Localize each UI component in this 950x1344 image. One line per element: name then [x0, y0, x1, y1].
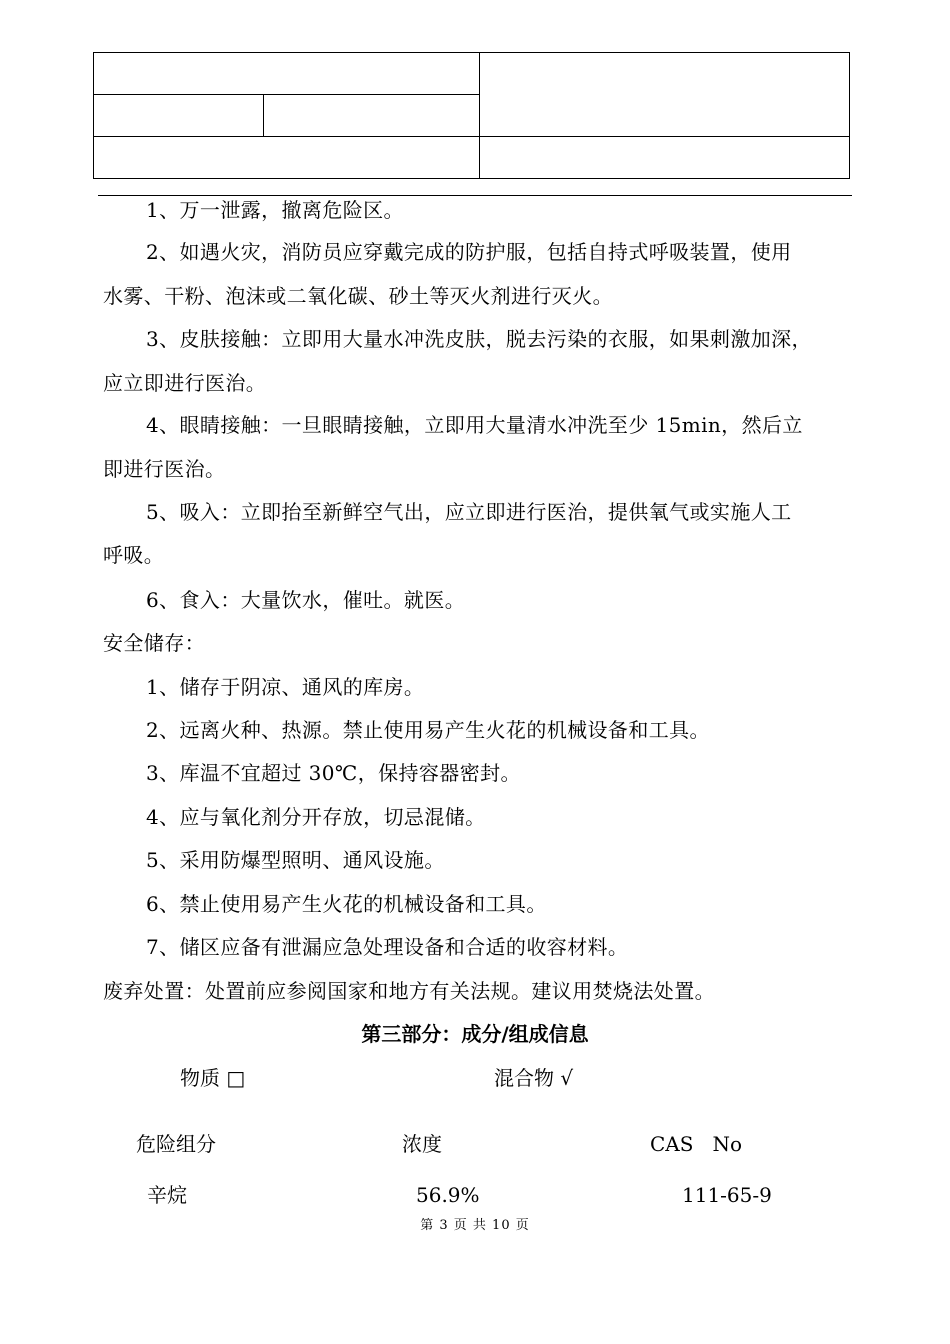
emergency-item-3-cont: 应立即进行医治。 [103, 371, 267, 395]
emergency-item-5: 5、吸入：立即抬至新鲜空气出，应立即进行医治，提供氧气或实施人工 [146, 500, 792, 524]
header-cell-4 [264, 95, 480, 137]
page-footer: 第 3 页 共 10 页 [420, 1218, 530, 1233]
storage-item-5: 5、采用防爆型照明、通风设施。 [146, 848, 445, 872]
column-header-cas: CAS No [650, 1132, 743, 1156]
storage-item-1: 1、储存于阴凉、通风的库房。 [146, 675, 425, 699]
emergency-item-4: 4、眼睛接触：一旦眼睛接触，立即用大量清水冲洗至少 15min，然后立 [146, 413, 803, 437]
column-header-component: 危险组分 [136, 1132, 216, 1156]
emergency-item-2: 2、如遇火灾，消防员应穿戴完成的防护服，包括自持式呼吸装置，使用 [146, 240, 792, 264]
storage-item-6: 6、禁止使用易产生火花的机械设备和工具。 [146, 892, 547, 916]
storage-item-7: 7、储区应备有泄漏应急处理设备和合适的收容材料。 [146, 935, 629, 959]
header-cell-6 [480, 137, 850, 179]
header-cell-1 [94, 53, 480, 95]
disposal-text: 废弃处置：处置前应参阅国家和地方有关法规。建议用焚烧法处置。 [103, 979, 715, 1003]
storage-item-4: 4、应与氧化剂分开存放，切忌混储。 [146, 805, 486, 829]
mixture-checkbox-label: 混合物 √ [494, 1066, 574, 1090]
section-3-title: 第三部分：成分/组成信息 [361, 1022, 589, 1046]
storage-item-2: 2、远离火种、热源。禁止使用易产生火花的机械设备和工具。 [146, 718, 710, 742]
header-cell-5 [94, 137, 480, 179]
component-name: 辛烷 [147, 1183, 187, 1207]
column-header-concentration: 浓度 [402, 1132, 442, 1156]
component-cas: 111-65-9 [682, 1183, 772, 1207]
header-table [93, 52, 850, 179]
emergency-item-6: 6、食入：大量饮水，催吐。就医。 [146, 588, 466, 612]
emergency-item-5-cont: 呼吸。 [103, 543, 165, 567]
storage-item-3: 3、库温不宜超过 30℃，保持容器密封。 [146, 761, 521, 785]
emergency-item-2-cont: 水雾、干粉、泡沫或二氧化碳、砂土等灭火剂进行灭火。 [103, 284, 613, 308]
storage-title: 安全储存： [103, 631, 205, 655]
substance-checkbox-label: 物质 □ [180, 1066, 246, 1090]
emergency-item-1: 1、万一泄露，撤离危险区。 [146, 198, 404, 222]
header-cell-3 [94, 95, 264, 137]
emergency-item-4-cont: 即进行医治。 [103, 457, 226, 481]
component-concentration: 56.9% [416, 1183, 480, 1207]
divider-line [98, 195, 852, 196]
header-cell-2 [480, 53, 850, 137]
emergency-item-3: 3、皮肤接触：立即用大量水冲洗皮肤，脱去污染的衣服，如果刺激加深， [146, 327, 812, 351]
